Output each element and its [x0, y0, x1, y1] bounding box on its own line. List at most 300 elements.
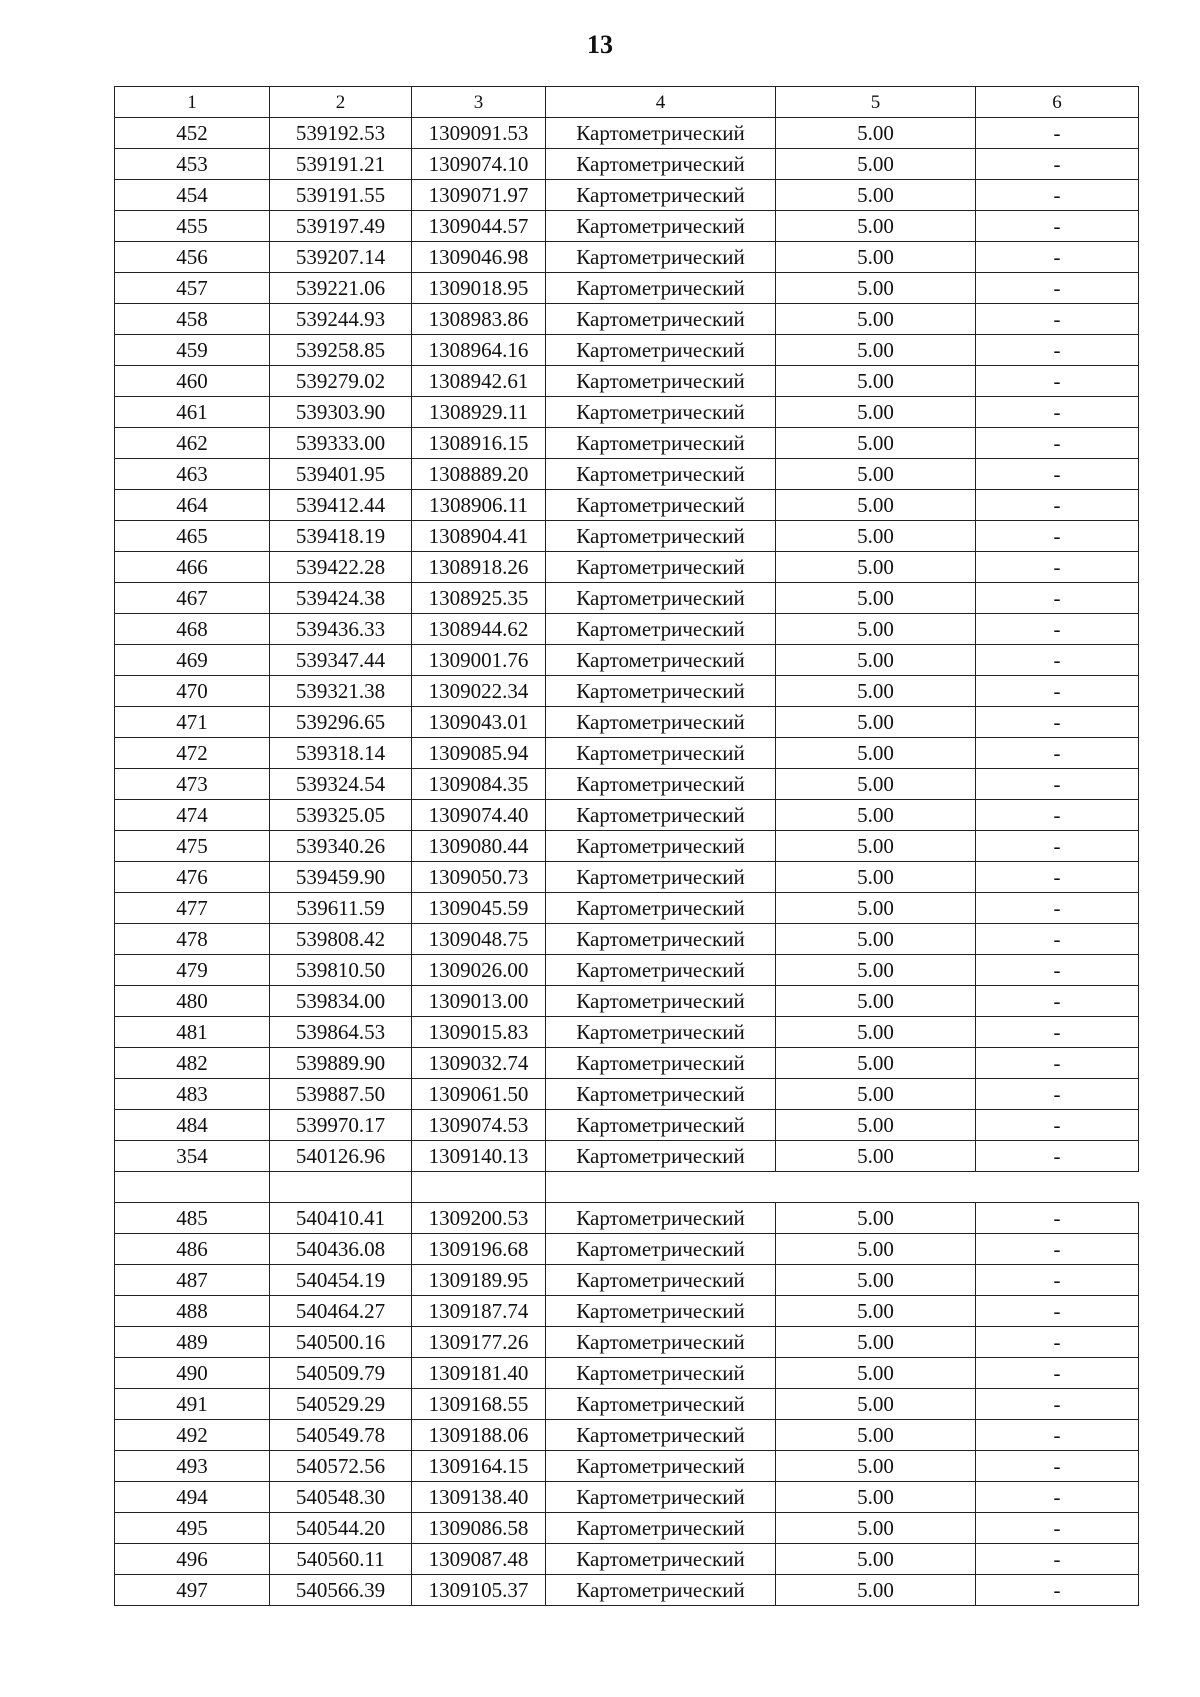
table-row [115, 335, 1139, 366]
y-coordinate-cell: 1309022.34 [412, 676, 546, 707]
accuracy-cell: 5.00 [776, 1420, 976, 1451]
table-row [115, 304, 1139, 335]
x-coordinate-cell: 540572.56 [270, 1451, 412, 1482]
point-number-cell: 465 [115, 521, 270, 552]
point-number-cell: 472 [115, 738, 270, 769]
x-coordinate-cell: 540544.20 [270, 1513, 412, 1544]
point-number-cell: 457 [115, 273, 270, 304]
description-cell: - [976, 1358, 1139, 1389]
accuracy-cell: 5.00 [776, 893, 976, 924]
description-cell: - [976, 862, 1139, 893]
column-header: 1 [115, 87, 270, 118]
accuracy-cell: 5.00 [776, 242, 976, 273]
y-coordinate-cell: 1309084.35 [412, 769, 546, 800]
y-coordinate-cell: 1309177.26 [412, 1327, 546, 1358]
table-row [115, 1079, 1139, 1110]
point-number-cell: 454 [115, 180, 270, 211]
method-cell: Картометрический [546, 397, 776, 428]
y-coordinate-cell: 1309026.00 [412, 955, 546, 986]
x-coordinate-cell: 539340.26 [270, 831, 412, 862]
point-number-cell: 496 [115, 1544, 270, 1575]
table-row [115, 1296, 1139, 1327]
coordinates-table [114, 86, 1139, 1606]
y-coordinate-cell: 1309013.00 [412, 986, 546, 1017]
table-row [115, 118, 1139, 149]
method-cell: Картометрический [546, 1513, 776, 1544]
method-cell: Картометрический [546, 428, 776, 459]
x-coordinate-cell: 540436.08 [270, 1234, 412, 1265]
y-coordinate-cell: 1309140.13 [412, 1141, 546, 1172]
point-number-cell: 480 [115, 986, 270, 1017]
y-coordinate-cell: 1309091.53 [412, 118, 546, 149]
method-cell: Картометрический [546, 459, 776, 490]
point-number-cell: 460 [115, 366, 270, 397]
table-row [115, 1575, 1139, 1606]
y-coordinate-cell: 1309001.76 [412, 645, 546, 676]
x-coordinate-cell: 539347.44 [270, 645, 412, 676]
y-coordinate-cell: 1308925.35 [412, 583, 546, 614]
description-cell: - [976, 955, 1139, 986]
y-coordinate-cell: 1309018.95 [412, 273, 546, 304]
x-coordinate-cell: 540560.11 [270, 1544, 412, 1575]
point-number-cell: 491 [115, 1389, 270, 1420]
method-cell: Картометрический [546, 211, 776, 242]
description-cell: - [976, 428, 1139, 459]
x-coordinate-cell: 539321.38 [270, 676, 412, 707]
point-number-cell: 474 [115, 800, 270, 831]
x-coordinate-cell: 539258.85 [270, 335, 412, 366]
table-row [115, 645, 1139, 676]
method-cell: Картометрический [546, 521, 776, 552]
description-cell: - [976, 800, 1139, 831]
method-cell: Картометрический [546, 304, 776, 335]
empty-cell [412, 1172, 546, 1203]
method-cell: Картометрический [546, 893, 776, 924]
description-cell: - [976, 1079, 1139, 1110]
point-number-cell: 493 [115, 1451, 270, 1482]
method-cell: Картометрический [546, 1544, 776, 1575]
point-number-cell: 483 [115, 1079, 270, 1110]
column-header: 4 [546, 87, 776, 118]
y-coordinate-cell: 1309138.40 [412, 1482, 546, 1513]
table-row [115, 1017, 1139, 1048]
method-cell: Картометрический [546, 118, 776, 149]
accuracy-cell: 5.00 [776, 180, 976, 211]
point-number-cell: 489 [115, 1327, 270, 1358]
method-cell: Картометрический [546, 614, 776, 645]
method-cell: Картометрический [546, 676, 776, 707]
x-coordinate-cell: 540464.27 [270, 1296, 412, 1327]
description-cell: - [976, 521, 1139, 552]
method-cell: Картометрический [546, 1451, 776, 1482]
x-coordinate-cell: 539221.06 [270, 273, 412, 304]
table-row [115, 1451, 1139, 1482]
table-row [115, 366, 1139, 397]
accuracy-cell: 5.00 [776, 366, 976, 397]
x-coordinate-cell: 539197.49 [270, 211, 412, 242]
accuracy-cell: 5.00 [776, 986, 976, 1017]
method-cell: Картометрический [546, 335, 776, 366]
method-cell: Картометрический [546, 924, 776, 955]
description-cell: - [976, 1265, 1139, 1296]
accuracy-cell: 5.00 [776, 1358, 976, 1389]
table-row [115, 242, 1139, 273]
x-coordinate-cell: 540126.96 [270, 1141, 412, 1172]
table-row [115, 1110, 1139, 1141]
x-coordinate-cell: 539303.90 [270, 397, 412, 428]
table-row [115, 955, 1139, 986]
table-row [115, 893, 1139, 924]
y-coordinate-cell: 1308906.11 [412, 490, 546, 521]
point-number-cell: 478 [115, 924, 270, 955]
description-cell: - [976, 1048, 1139, 1079]
accuracy-cell: 5.00 [776, 676, 976, 707]
point-number-cell: 477 [115, 893, 270, 924]
point-number-cell: 455 [115, 211, 270, 242]
accuracy-cell: 5.00 [776, 1141, 976, 1172]
x-coordinate-cell: 539207.14 [270, 242, 412, 273]
description-cell: - [976, 242, 1139, 273]
y-coordinate-cell: 1309087.48 [412, 1544, 546, 1575]
description-cell: - [976, 490, 1139, 521]
table-row [115, 211, 1139, 242]
accuracy-cell: 5.00 [776, 955, 976, 986]
accuracy-cell: 5.00 [776, 335, 976, 366]
point-number-cell: 467 [115, 583, 270, 614]
x-coordinate-cell: 539970.17 [270, 1110, 412, 1141]
description-cell: - [976, 273, 1139, 304]
y-coordinate-cell: 1309196.68 [412, 1234, 546, 1265]
empty-cell [270, 1172, 412, 1203]
x-coordinate-cell: 540566.39 [270, 1575, 412, 1606]
y-coordinate-cell: 1309074.10 [412, 149, 546, 180]
empty-cell [546, 1172, 1139, 1203]
description-cell: - [976, 211, 1139, 242]
method-cell: Картометрический [546, 273, 776, 304]
description-cell: - [976, 1141, 1139, 1172]
description-cell: - [976, 552, 1139, 583]
point-number-cell: 479 [115, 955, 270, 986]
method-cell: Картометрический [546, 769, 776, 800]
table-row [115, 428, 1139, 459]
point-number-cell: 482 [115, 1048, 270, 1079]
description-cell: - [976, 645, 1139, 676]
table-row [115, 1482, 1139, 1513]
accuracy-cell: 5.00 [776, 1234, 976, 1265]
x-coordinate-cell: 539325.05 [270, 800, 412, 831]
y-coordinate-cell: 1308944.62 [412, 614, 546, 645]
method-cell: Картометрический [546, 490, 776, 521]
method-cell: Картометрический [546, 1141, 776, 1172]
accuracy-cell: 5.00 [776, 1544, 976, 1575]
method-cell: Картометрический [546, 1482, 776, 1513]
y-coordinate-cell: 1309045.59 [412, 893, 546, 924]
accuracy-cell: 5.00 [776, 645, 976, 676]
description-cell: - [976, 1482, 1139, 1513]
accuracy-cell: 5.00 [776, 459, 976, 490]
description-cell: - [976, 614, 1139, 645]
description-cell: - [976, 1451, 1139, 1482]
point-number-cell: 476 [115, 862, 270, 893]
x-coordinate-cell: 539192.53 [270, 118, 412, 149]
description-cell: - [976, 1575, 1139, 1606]
description-cell: - [976, 1513, 1139, 1544]
x-coordinate-cell: 539864.53 [270, 1017, 412, 1048]
x-coordinate-cell: 539422.28 [270, 552, 412, 583]
description-cell: - [976, 1203, 1139, 1234]
method-cell: Картометрический [546, 366, 776, 397]
table-row [115, 1513, 1139, 1544]
point-number-cell: 452 [115, 118, 270, 149]
description-cell: - [976, 986, 1139, 1017]
y-coordinate-cell: 1309044.57 [412, 211, 546, 242]
table-row [115, 1544, 1139, 1575]
x-coordinate-cell: 539459.90 [270, 862, 412, 893]
y-coordinate-cell: 1309086.58 [412, 1513, 546, 1544]
accuracy-cell: 5.00 [776, 552, 976, 583]
method-cell: Картометрический [546, 149, 776, 180]
description-cell: - [976, 769, 1139, 800]
description-cell: - [976, 149, 1139, 180]
y-coordinate-cell: 1309043.01 [412, 707, 546, 738]
accuracy-cell: 5.00 [776, 273, 976, 304]
description-cell: - [976, 738, 1139, 769]
table-row [115, 738, 1139, 769]
y-coordinate-cell: 1309187.74 [412, 1296, 546, 1327]
x-coordinate-cell: 540549.78 [270, 1420, 412, 1451]
accuracy-cell: 5.00 [776, 1110, 976, 1141]
table-row [115, 1420, 1139, 1451]
accuracy-cell: 5.00 [776, 1048, 976, 1079]
method-cell: Картометрический [546, 707, 776, 738]
description-cell: - [976, 397, 1139, 428]
x-coordinate-cell: 540529.29 [270, 1389, 412, 1420]
point-number-cell: 471 [115, 707, 270, 738]
method-cell: Картометрический [546, 986, 776, 1017]
table-row [115, 924, 1139, 955]
accuracy-cell: 5.00 [776, 1265, 976, 1296]
table-row [115, 862, 1139, 893]
method-cell: Картометрический [546, 1358, 776, 1389]
table-row [115, 1265, 1139, 1296]
point-number-cell: 486 [115, 1234, 270, 1265]
y-coordinate-cell: 1309164.15 [412, 1451, 546, 1482]
y-coordinate-cell: 1309105.37 [412, 1575, 546, 1606]
table-row [115, 800, 1139, 831]
point-number-cell: 487 [115, 1265, 270, 1296]
column-header: 3 [412, 87, 546, 118]
x-coordinate-cell: 539333.00 [270, 428, 412, 459]
x-coordinate-cell: 539279.02 [270, 366, 412, 397]
table-row [115, 583, 1139, 614]
x-coordinate-cell: 539810.50 [270, 955, 412, 986]
description-cell: - [976, 1389, 1139, 1420]
point-number-cell: 473 [115, 769, 270, 800]
description-cell: - [976, 366, 1139, 397]
point-number-cell: 470 [115, 676, 270, 707]
x-coordinate-cell: 540410.41 [270, 1203, 412, 1234]
column-header: 5 [776, 87, 976, 118]
description-cell: - [976, 180, 1139, 211]
method-cell: Картометрический [546, 1048, 776, 1079]
description-cell: - [976, 118, 1139, 149]
page-number: 13 [587, 30, 613, 59]
table-header-row [115, 87, 1139, 118]
accuracy-cell: 5.00 [776, 1017, 976, 1048]
table-row [115, 273, 1139, 304]
description-cell: - [976, 1234, 1139, 1265]
table-row [115, 1327, 1139, 1358]
point-number-cell: 461 [115, 397, 270, 428]
x-coordinate-cell: 539418.19 [270, 521, 412, 552]
y-coordinate-cell: 1309189.95 [412, 1265, 546, 1296]
accuracy-cell: 5.00 [776, 769, 976, 800]
point-number-cell: 458 [115, 304, 270, 335]
accuracy-cell: 5.00 [776, 924, 976, 955]
accuracy-cell: 5.00 [776, 831, 976, 862]
description-cell: - [976, 676, 1139, 707]
method-cell: Картометрический [546, 800, 776, 831]
accuracy-cell: 5.00 [776, 304, 976, 335]
accuracy-cell: 5.00 [776, 428, 976, 459]
point-number-cell: 453 [115, 149, 270, 180]
y-coordinate-cell: 1309168.55 [412, 1389, 546, 1420]
x-coordinate-cell: 539324.54 [270, 769, 412, 800]
table-row [115, 490, 1139, 521]
x-coordinate-cell: 539889.90 [270, 1048, 412, 1079]
y-coordinate-cell: 1308918.26 [412, 552, 546, 583]
y-coordinate-cell: 1309074.40 [412, 800, 546, 831]
table-row [115, 1234, 1139, 1265]
accuracy-cell: 5.00 [776, 583, 976, 614]
description-cell: - [976, 1544, 1139, 1575]
y-coordinate-cell: 1309200.53 [412, 1203, 546, 1234]
description-cell: - [976, 583, 1139, 614]
y-coordinate-cell: 1309015.83 [412, 1017, 546, 1048]
description-cell: - [976, 304, 1139, 335]
method-cell: Картометрический [546, 1203, 776, 1234]
point-number-cell: 456 [115, 242, 270, 273]
y-coordinate-cell: 1309048.75 [412, 924, 546, 955]
x-coordinate-cell: 539191.21 [270, 149, 412, 180]
method-cell: Картометрический [546, 645, 776, 676]
column-header: 6 [976, 87, 1139, 118]
accuracy-cell: 5.00 [776, 614, 976, 645]
accuracy-cell: 5.00 [776, 211, 976, 242]
x-coordinate-cell: 539611.59 [270, 893, 412, 924]
x-coordinate-cell: 539808.42 [270, 924, 412, 955]
method-cell: Картометрический [546, 583, 776, 614]
method-cell: Картометрический [546, 1420, 776, 1451]
x-coordinate-cell: 539244.93 [270, 304, 412, 335]
point-number-cell: 492 [115, 1420, 270, 1451]
y-coordinate-cell: 1309061.50 [412, 1079, 546, 1110]
point-number-cell: 481 [115, 1017, 270, 1048]
table-row [115, 1048, 1139, 1079]
accuracy-cell: 5.00 [776, 1389, 976, 1420]
description-cell: - [976, 1110, 1139, 1141]
table-row [115, 459, 1139, 490]
description-cell: - [976, 1296, 1139, 1327]
accuracy-cell: 5.00 [776, 1575, 976, 1606]
y-coordinate-cell: 1309032.74 [412, 1048, 546, 1079]
accuracy-cell: 5.00 [776, 1451, 976, 1482]
accuracy-cell: 5.00 [776, 490, 976, 521]
separator-row [115, 1172, 1139, 1203]
method-cell: Картометрический [546, 1110, 776, 1141]
x-coordinate-cell: 539834.00 [270, 986, 412, 1017]
method-cell: Картометрический [546, 1575, 776, 1606]
table-row [115, 521, 1139, 552]
x-coordinate-cell: 540509.79 [270, 1358, 412, 1389]
y-coordinate-cell: 1309050.73 [412, 862, 546, 893]
y-coordinate-cell: 1308964.16 [412, 335, 546, 366]
table-row [115, 1358, 1139, 1389]
point-number-cell: 464 [115, 490, 270, 521]
method-cell: Картометрический [546, 552, 776, 583]
accuracy-cell: 5.00 [776, 397, 976, 428]
table-row [115, 614, 1139, 645]
table-row [115, 1203, 1139, 1234]
y-coordinate-cell: 1308916.15 [412, 428, 546, 459]
point-number-cell: 485 [115, 1203, 270, 1234]
x-coordinate-cell: 540454.19 [270, 1265, 412, 1296]
accuracy-cell: 5.00 [776, 1482, 976, 1513]
point-number-cell: 354 [115, 1141, 270, 1172]
point-number-cell: 466 [115, 552, 270, 583]
x-coordinate-cell: 540500.16 [270, 1327, 412, 1358]
point-number-cell: 459 [115, 335, 270, 366]
table-row [115, 707, 1139, 738]
column-header: 2 [270, 87, 412, 118]
accuracy-cell: 5.00 [776, 149, 976, 180]
accuracy-cell: 5.00 [776, 521, 976, 552]
y-coordinate-cell: 1309046.98 [412, 242, 546, 273]
method-cell: Картометрический [546, 180, 776, 211]
point-number-cell: 494 [115, 1482, 270, 1513]
description-cell: - [976, 1327, 1139, 1358]
x-coordinate-cell: 539436.33 [270, 614, 412, 645]
method-cell: Картометрический [546, 1389, 776, 1420]
point-number-cell: 488 [115, 1296, 270, 1327]
table-row [115, 986, 1139, 1017]
method-cell: Картометрический [546, 1296, 776, 1327]
method-cell: Картометрический [546, 955, 776, 986]
method-cell: Картометрический [546, 1079, 776, 1110]
table-body [115, 87, 1139, 1606]
point-number-cell: 475 [115, 831, 270, 862]
point-number-cell: 490 [115, 1358, 270, 1389]
accuracy-cell: 5.00 [776, 1203, 976, 1234]
y-coordinate-cell: 1309181.40 [412, 1358, 546, 1389]
table-row [115, 397, 1139, 428]
y-coordinate-cell: 1309074.53 [412, 1110, 546, 1141]
description-cell: - [976, 335, 1139, 366]
point-number-cell: 495 [115, 1513, 270, 1544]
description-cell: - [976, 1420, 1139, 1451]
description-cell: - [976, 1017, 1139, 1048]
y-coordinate-cell: 1309188.06 [412, 1420, 546, 1451]
method-cell: Картометрический [546, 1265, 776, 1296]
method-cell: Картометрический [546, 738, 776, 769]
accuracy-cell: 5.00 [776, 1327, 976, 1358]
point-number-cell: 463 [115, 459, 270, 490]
description-cell: - [976, 893, 1139, 924]
x-coordinate-cell: 539296.65 [270, 707, 412, 738]
x-coordinate-cell: 539191.55 [270, 180, 412, 211]
x-coordinate-cell: 539318.14 [270, 738, 412, 769]
point-number-cell: 468 [115, 614, 270, 645]
